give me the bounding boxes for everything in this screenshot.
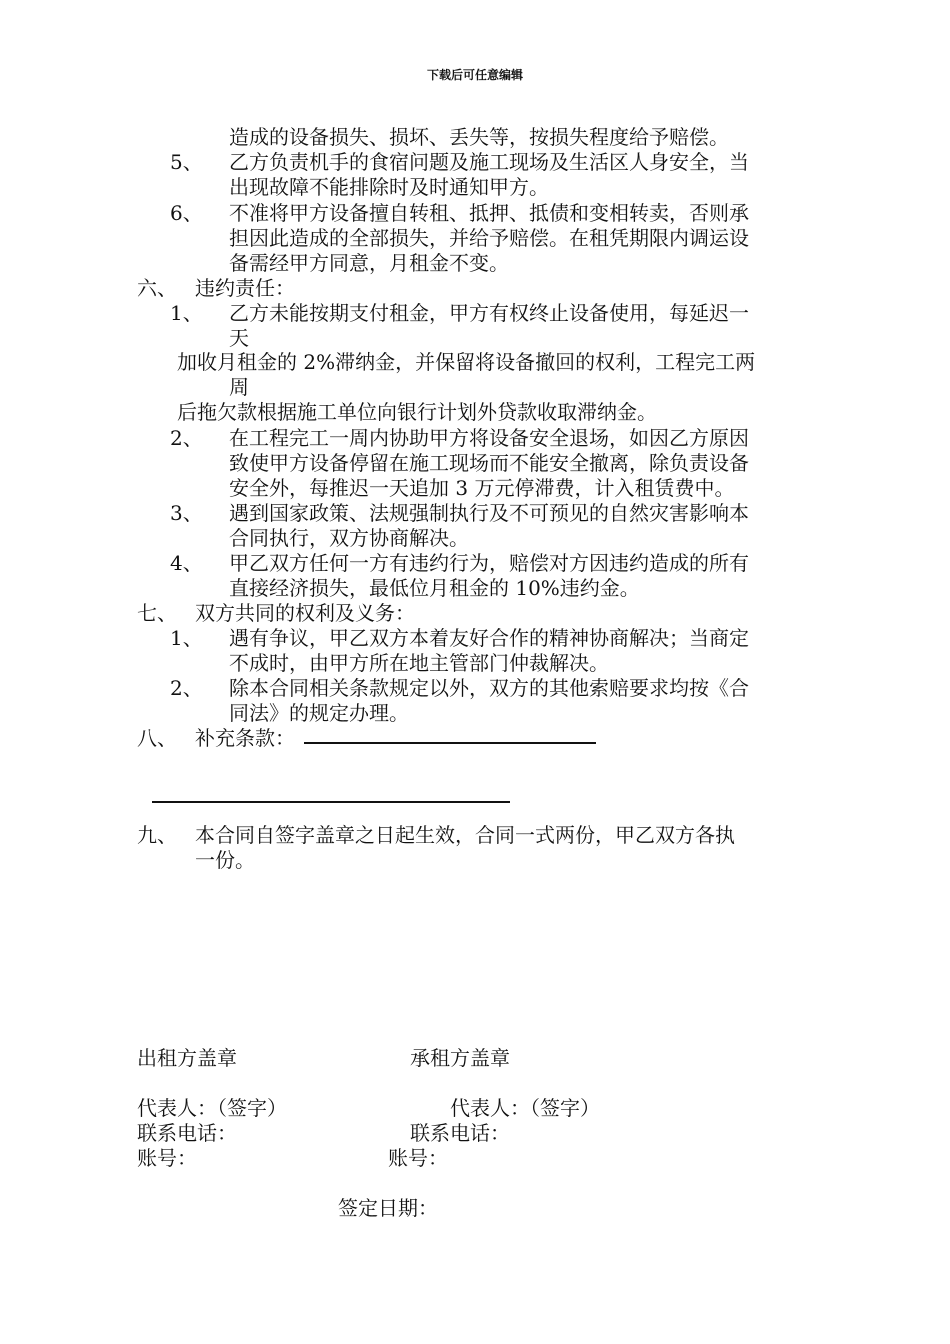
signing-date-label: 签定日期： bbox=[338, 1196, 438, 1220]
s6-item-3-number: 3、 bbox=[170, 501, 203, 525]
item-4-tail: 造成的设备损失、损坏、丢失等，按损失程度给予赔偿。 bbox=[229, 125, 729, 149]
s6-item-2-line-3: 安全外，每推迟一天追加 3 万元停滞费，计入租赁费中。 bbox=[229, 476, 735, 500]
section-8-title: 补充条款： bbox=[195, 726, 295, 750]
s7-item-2-line-1: 除本合同相关条款规定以外，双方的其他索赔要求均按《合 bbox=[229, 676, 749, 700]
item-6-line-1: 不准将甲方设备擅自转租、抵押、抵债和变相转卖，否则承 bbox=[229, 201, 749, 225]
s6-item-1-line-1: 乙方未能按期支付租金，甲方有权终止设备使用，每延迟一 bbox=[229, 301, 749, 325]
s6-item-1-line-4: 周 bbox=[229, 375, 249, 399]
section-7-title: 双方共同的权利及义务： bbox=[195, 601, 415, 625]
s7-item-1-line-1: 遇有争议，甲乙双方本着友好合作的精神协商解决；当商定 bbox=[229, 626, 749, 650]
s6-item-2-number: 2、 bbox=[170, 426, 203, 450]
supplementary-blank-line-2 bbox=[152, 801, 510, 803]
supplementary-blank-line-1 bbox=[304, 742, 596, 744]
lessee-seal-label: 承租方盖章 bbox=[410, 1046, 510, 1070]
item-6-line-3: 备需经甲方同意，月租金不变。 bbox=[229, 251, 509, 275]
s7-item-1-line-2: 不成时，由甲方所在地主管部门仲裁解决。 bbox=[229, 651, 609, 675]
item-5-number: 5、 bbox=[170, 150, 203, 174]
section-6-title: 违约责任： bbox=[195, 276, 295, 300]
s7-item-1-number: 1、 bbox=[170, 626, 203, 650]
lessor-representative-label: 代表人：（签字） bbox=[137, 1096, 287, 1120]
section-7-number: 七、 bbox=[137, 601, 177, 625]
lessee-representative-label: 代表人：（签字） bbox=[450, 1096, 600, 1120]
lessor-seal-label: 出租方盖章 bbox=[137, 1046, 237, 1070]
s6-item-4-line-1: 甲乙双方任何一方有违约行为，赔偿对方因违约造成的所有 bbox=[229, 551, 749, 575]
s6-item-1-line-3: 加收月租金的 2%滞纳金，并保留将设备撤回的权利，工程完工两 bbox=[177, 350, 756, 374]
item-5-line-1: 乙方负责机手的食宿问题及施工现场及生活区人身安全，当 bbox=[229, 150, 749, 174]
s6-item-1-line-2: 天 bbox=[229, 326, 249, 350]
s6-item-4-line-2: 直接经济损失，最低位月租金的 10%违约金。 bbox=[229, 576, 640, 600]
lessor-phone-label: 联系电话： bbox=[137, 1121, 237, 1145]
s6-item-2-line-2: 致使甲方设备停留在施工现场而不能安全撤离，除负责设备 bbox=[229, 451, 749, 475]
s6-item-1-line-5: 后拖欠款根据施工单位向银行计划外贷款收取滞纳金。 bbox=[177, 400, 657, 424]
section-9-line-2: 一份。 bbox=[195, 848, 255, 872]
lessor-account-label: 账号： bbox=[137, 1146, 197, 1170]
section-6-number: 六、 bbox=[137, 276, 177, 300]
lessee-phone-label: 联系电话： bbox=[410, 1121, 510, 1145]
s6-item-4-number: 4、 bbox=[170, 551, 203, 575]
s6-item-2-line-1: 在工程完工一周内协助甲方将设备安全退场，如因乙方原因 bbox=[229, 426, 749, 450]
s7-item-2-line-2: 同法》的规定办理。 bbox=[229, 701, 409, 725]
section-9-line-1: 本合同自签字盖章之日起生效，合同一式两份，甲乙双方各执 bbox=[195, 823, 735, 847]
item-5-line-2: 出现故障不能排除时及时通知甲方。 bbox=[229, 175, 549, 199]
item-6-line-2: 担因此造成的全部损失，并给予赔偿。在租凭期限内调运设 bbox=[229, 226, 749, 250]
s6-item-3-line-2: 合同执行，双方协商解决。 bbox=[229, 526, 469, 550]
s6-item-1-number: 1、 bbox=[170, 301, 203, 325]
s7-item-2-number: 2、 bbox=[170, 676, 203, 700]
page-header: 下载后可任意编辑 bbox=[426, 68, 523, 82]
section-8-number: 八、 bbox=[137, 726, 177, 750]
item-6-number: 6、 bbox=[170, 201, 203, 225]
s6-item-3-line-1: 遇到国家政策、法规强制执行及不可预见的自然灾害影响本 bbox=[229, 501, 749, 525]
lessee-account-label: 账号： bbox=[388, 1146, 448, 1170]
section-9-number: 九、 bbox=[137, 823, 177, 847]
